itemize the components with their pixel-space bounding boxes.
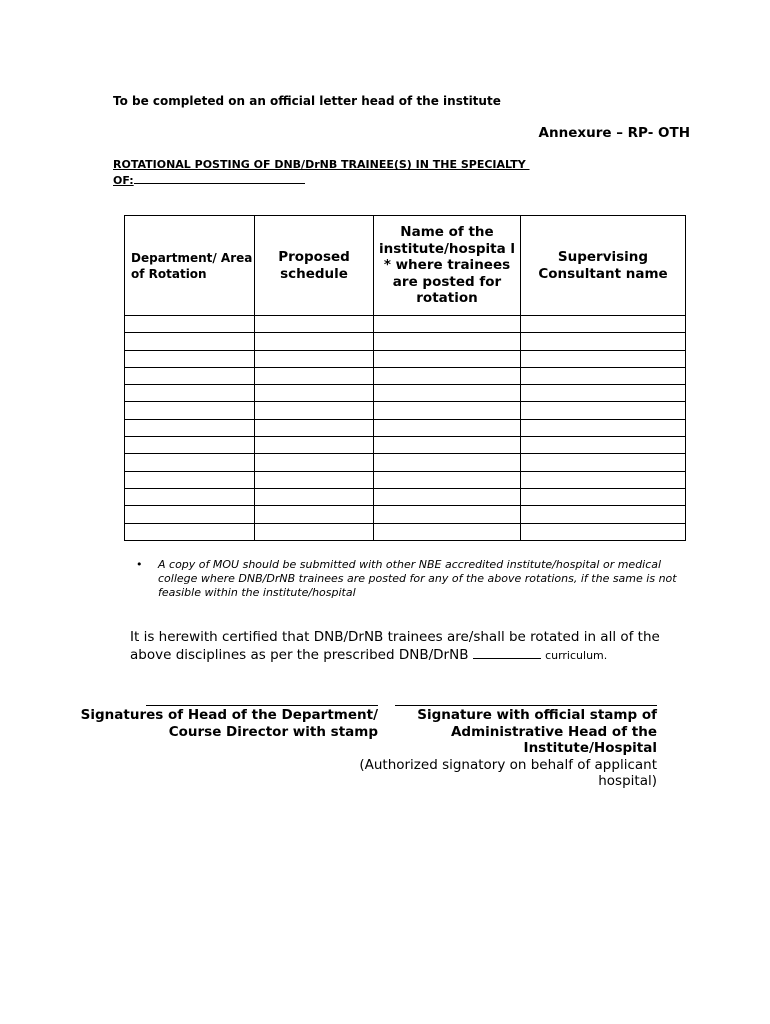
annexure-label: Annexure – RP- OTH	[538, 125, 690, 141]
rotation-table	[124, 215, 686, 541]
table-cell[interactable]	[255, 488, 374, 505]
table-cell[interactable]	[125, 471, 255, 488]
table-cell[interactable]	[521, 333, 686, 350]
table-cell[interactable]	[255, 333, 374, 350]
table-cell[interactable]	[374, 333, 521, 350]
certification-text	[130, 628, 692, 665]
certification-part2: curriculum.	[545, 649, 608, 662]
table-header-row	[125, 216, 686, 316]
table-cell[interactable]	[521, 385, 686, 402]
table-cell[interactable]	[255, 350, 374, 367]
table-row	[125, 419, 686, 436]
table-cell[interactable]	[255, 419, 374, 436]
table-cell[interactable]	[255, 471, 374, 488]
table-cell[interactable]	[374, 419, 521, 436]
table-cell[interactable]	[255, 316, 374, 333]
table-cell[interactable]	[521, 437, 686, 454]
table-cell[interactable]	[521, 402, 686, 419]
signature-line-left	[146, 705, 378, 706]
mou-note	[136, 558, 696, 600]
table-cell[interactable]	[521, 523, 686, 540]
table-cell[interactable]	[374, 402, 521, 419]
table-cell[interactable]	[521, 419, 686, 436]
table-cell[interactable]	[125, 385, 255, 402]
table-cell[interactable]	[374, 523, 521, 540]
table-row	[125, 367, 686, 384]
bullet-icon: •	[136, 558, 143, 571]
table-row	[125, 488, 686, 505]
form-title-line1: ROTATIONAL POSTING OF DNB/DrNB TRAINEE(S) IN THE SPECIALTY	[113, 158, 530, 171]
table-cell[interactable]	[125, 333, 255, 350]
table-cell[interactable]	[374, 316, 521, 333]
table-cell[interactable]	[255, 454, 374, 471]
form-title-line2-prefix: OF:	[113, 174, 134, 187]
signature-admin-title: Signature with official stamp of Administrative Head of the Institute/Hospital	[417, 707, 657, 756]
table-cell[interactable]	[374, 454, 521, 471]
table-row	[125, 402, 686, 419]
certification-part1: It is herewith certified that DNB/DrNB trainees are/shall be rotated in all of the above disciplines as per the prescribed DNB/DrNB	[130, 629, 660, 663]
header-department: Department/ Area of Rotation	[125, 216, 255, 316]
table-row	[125, 454, 686, 471]
table-row	[125, 316, 686, 333]
table-cell[interactable]	[255, 402, 374, 419]
header-proposed-schedule: Proposed schedule	[255, 216, 374, 316]
table-cell[interactable]	[374, 385, 521, 402]
table-cell[interactable]	[125, 419, 255, 436]
signature-head-department: Signatures of Head of the Department/ Course Director with stamp	[80, 707, 378, 740]
table-row	[125, 385, 686, 402]
table-cell[interactable]	[125, 506, 255, 523]
table-cell[interactable]	[521, 350, 686, 367]
table-row	[125, 471, 686, 488]
table-cell[interactable]	[125, 350, 255, 367]
table-cell[interactable]	[521, 367, 686, 384]
table-cell[interactable]	[374, 488, 521, 505]
table-row	[125, 350, 686, 367]
table-cell[interactable]	[125, 367, 255, 384]
table-cell[interactable]	[521, 488, 686, 505]
header-institute-name: Name of the institute/hospita l * where trainees are posted for rotation	[374, 216, 521, 316]
table-cell[interactable]	[374, 506, 521, 523]
specialty-blank	[134, 172, 305, 184]
signature-administrative-head	[357, 707, 657, 790]
table-cell[interactable]	[255, 385, 374, 402]
table-cell[interactable]	[125, 437, 255, 454]
table-cell[interactable]	[374, 471, 521, 488]
table-row	[125, 437, 686, 454]
table-cell[interactable]	[374, 350, 521, 367]
table-cell[interactable]	[255, 367, 374, 384]
curriculum-blank	[473, 646, 541, 659]
signature-admin-note: (Authorized signatory on behalf of applicant hospital)	[359, 756, 657, 789]
mou-note-text: A copy of MOU should be submitted with other NBE accredited institute/hospital or medical college where DNB/DrNB trainees are posted for any of the above rotations, if the same is not feasible within the institute/hospital	[158, 558, 677, 599]
signature-line-right	[395, 705, 657, 706]
table-cell[interactable]	[255, 437, 374, 454]
table-cell[interactable]	[374, 367, 521, 384]
table-cell[interactable]	[521, 506, 686, 523]
table-cell[interactable]	[255, 506, 374, 523]
table-cell[interactable]	[125, 488, 255, 505]
table-cell[interactable]	[521, 471, 686, 488]
table-cell[interactable]	[125, 454, 255, 471]
table-cell[interactable]	[125, 523, 255, 540]
table-row	[125, 523, 686, 540]
table-row	[125, 333, 686, 350]
table-cell[interactable]	[521, 316, 686, 333]
header-supervising-consultant: Supervising Consultant name	[521, 216, 686, 316]
table-cell[interactable]	[125, 316, 255, 333]
table-cell[interactable]	[255, 523, 374, 540]
table-cell[interactable]	[125, 402, 255, 419]
form-title	[113, 158, 530, 188]
table-cell[interactable]	[374, 437, 521, 454]
table-cell[interactable]	[521, 454, 686, 471]
instruction-text: To be completed on an official letter head of the institute	[113, 94, 501, 108]
table-row	[125, 506, 686, 523]
